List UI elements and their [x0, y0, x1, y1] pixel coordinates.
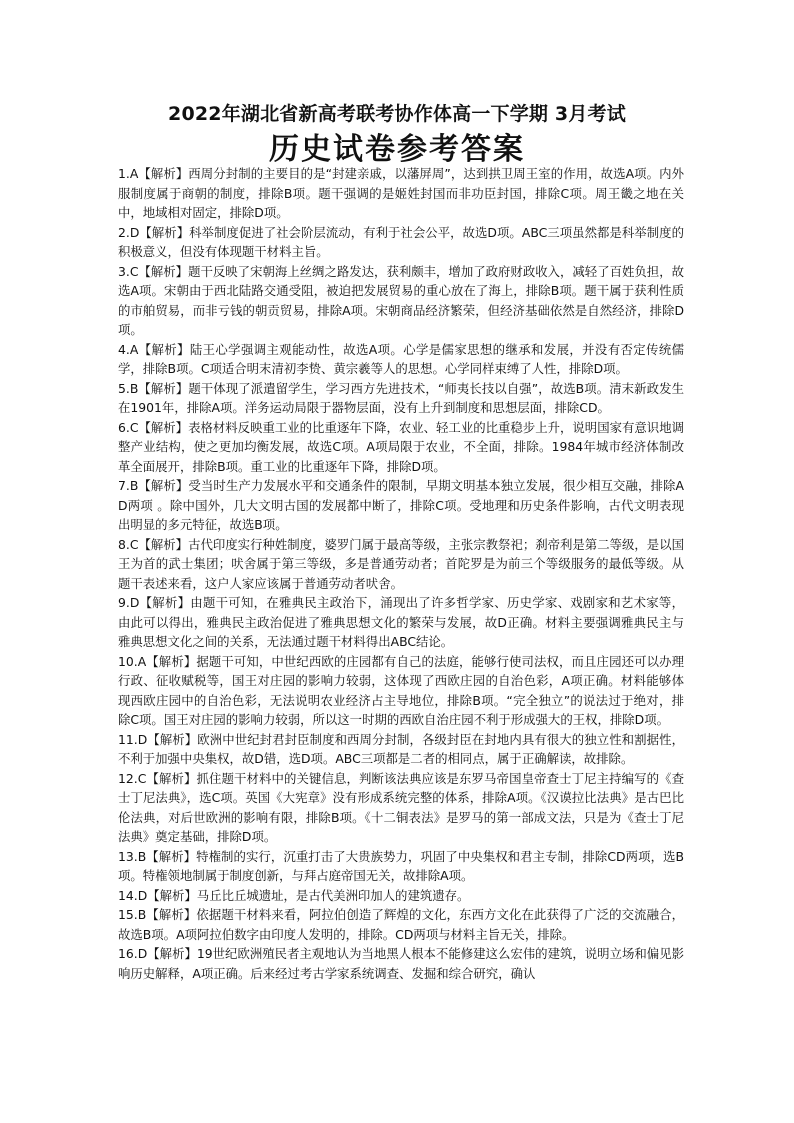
answer-9: 9.D【解析】由题干可知，在雅典民主政治下，涌现出了许多哲学家、历史学家、戏剧家和艺术家等，由此可以得出，雅典民主政治促进了雅典思想文化的繁荣与发展，故D正确。材料主要强调雅典民主与雅典思想文化之间的关系，无法通过题干材料得出ABC结论。 — [118, 595, 684, 649]
answer-6: 6.C【解析】表格材料反映重工业的比重逐年下降，农业、轻工业的比重稳步上升，说明国家有意识地调整产业结构，使之更加均衡发展，故选C项。A项局限于农业，不全面，排除。1984年城市经济体制改革全面展开，排除B项。重工业的比重逐年下降，排除D项。 — [118, 419, 684, 474]
answer-list — [118, 164, 684, 983]
answer-11: 11.D【解析】欧洲中世纪封君封臣制度和西周分封制，各级封臣在封地内具有很大的独立性和割据性，不利于加强中央集权，故D错，选D项。ABC三项都是二者的相同点，属于正确解读，故排除。 — [118, 731, 684, 766]
answer-5: 5.B【解析】题干体现了派遣留学生，学习西方先进技术，“师夷长技以自强”，故选B项。清末新政发生在1901年，排除A项。洋务运动局限于器物层面，没有上升到制度和思想层面，排除CD。 — [118, 380, 684, 415]
answer-1: 1.A【解析】西周分封制的主要目的是“封建亲戚，以藩屏周”，达到拱卫周王室的作用，故选A项。内外服制度属于商朝的制度，排除B项。题干强调的是姬姓封国而非功臣封国，排除C项。周王畿之地在关中，地域相对固定，排除D项。 — [118, 166, 684, 220]
answer-8: 8.C【解析】古代印度实行种姓制度，婆罗门属于最高等级，主张宗教祭祀；刹帝利是第二等级，是以国王为首的武士集团；吠舍属于第三等级，多是普通劳动者；首陀罗是为前三个等级服务的最低等级。从题干表述来看，这户人家应该属于普通劳动者吠舍。 — [118, 536, 684, 591]
answer-13: 13.B【解析】特権制的实行，沉重打击了大贵族势力，巩固了中央集权和君主专制，排除CD两项，选B项。特権领地制属于制度创新，与拜占庭帝国无关，故排除A项。 — [118, 848, 684, 883]
answer-2: 2.D【解析】科举制度促进了社会阶层流动，有利于社会公平，故选D项。ABC三项虽然都是科举制度的积极意义，但没有体现题干材料主旨。 — [118, 224, 684, 259]
answer-12: 12.C【解析】抓住题干材料中的关键信息，判断该法典应该是东罗马帝国皇帝查士丁尼主持编写的《查士丁尼法典》，选C项。英国《大宪章》没有形成系统完整的体系，排除A项。《汉谟拉比法典》是古巴比伦法典，对后世欧洲的影响有限，排除B项。《十二铜表法》是罗马的第一部成文法，只是为《查士丁尼法典》奠定基础，排除D项。 — [118, 770, 684, 844]
answer-15: 15.B【解析】依据题干材料来看，阿拉伯创造了辉煌的文化，东西方文化在此获得了广泛的交流融合，故选B项。A项阿拉伯数字由印度人发明的，排除。CD两项与材料主旨无关，排除。 — [118, 907, 684, 942]
document-subtitle: 历史试卷参考答案 — [269, 132, 525, 167]
answer-14: 14.D【解析】马丘比丘城遗址，是古代美洲印加人的建筑遗存。 — [118, 887, 470, 903]
answer-3: 3.C【解析】题干反映了宋朝海上丝绸之路发达，获利颇丰，增加了政府财政收入，减轻了百姓负担，故选A项。宋朝由于西北陆路交通受阻，被迫把发展贸易的重心放在了海上，排除B项。题干属于获利性质的市舶贸易，而非亏钱的朝贡贸易，排除A项。宋朝商品经济繁荣，但经济基础依然是自然经济，排除D项。 — [118, 263, 684, 337]
answer-7: 7.B【解析】受当时生产力发展水平和交通条件的限制，早期文明基本独立发展，很少相互交融，排除AD两项 。除中国外，几大文明古国的发展都中断了，排除C项。受地理和历史条件影响，古代文明表现出明显的多元特征，故选B项。 — [118, 478, 684, 532]
exam-title: 2022年湖北省新高考联考协作体高一下学期 3月考试 — [168, 103, 626, 125]
answer-4: 4.A【解析】陆王心学强调主观能动性，故选A项。心学是儒家思想的继承和发展，并没有否定传统儒学，排除B项。C项适合明末清初李贽、黄宗羲等人的思想。心学同样束缚了人性，排除D项。 — [118, 341, 684, 376]
answer-10: 10.A【解析】据题干可知，中世纪西欧的庄园都有自己的法庭，能够行使司法权，而且庄园还可以办理行政、征收赋税等，国王对庄园的影响力较弱，这体现了西欧庄园的自治色彩，A项正确。材料能够体现西欧庄园中的自治色彩，无法说明农业经济占主导地位，排除B项。“完全独立”的说法过于绝对，排除C项。国王对庄园的影响力较弱，所以这一时期的西欧自治庄园不利于形成强大的王权，排除D项。 — [118, 653, 684, 727]
answer-16: 16.D【解析】19世纪欧洲殖民者主观地认为当地黑人根本不能修建这么宏伟的建筑，说明立场和偏见影响历史解释，A项正确。后来经过考古学家系统调查、发掘和综合研究，确认 — [118, 946, 684, 981]
